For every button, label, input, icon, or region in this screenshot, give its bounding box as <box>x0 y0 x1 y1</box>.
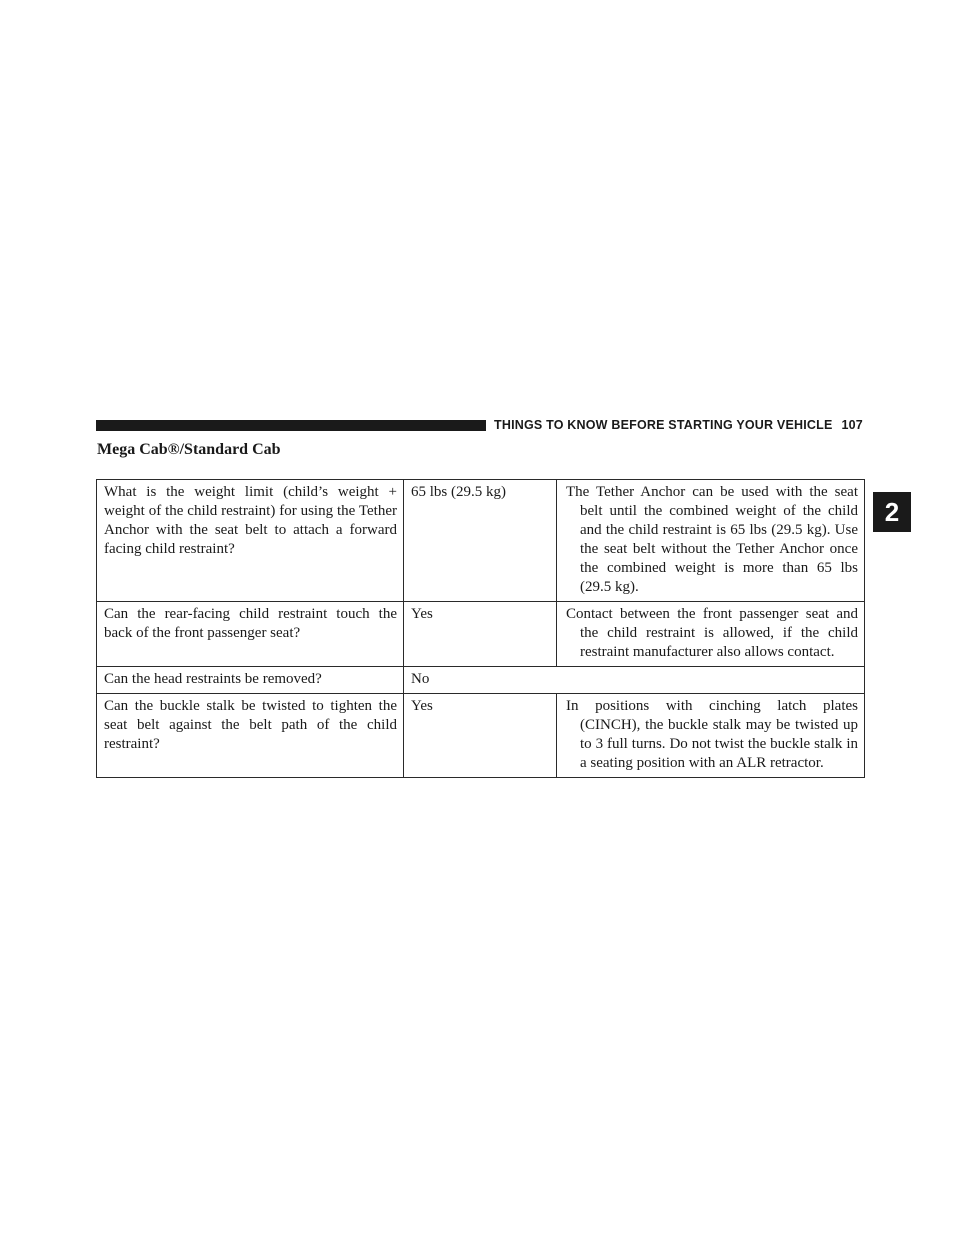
table-row <box>97 667 865 694</box>
question-cell: Can the head restraints be removed? <box>97 667 404 694</box>
question-cell: Can the buckle stalk be twisted to tighten the seat belt against the belt path of the child restraint? <box>97 694 404 778</box>
comment-cell: The Tether Anchor can be used with the seat belt until the combined weight of the child and the child restraint is 65 lbs (29.5 kg). Use the seat belt without the Tether Anchor once the combined weight is more than 65 lbs (29.5 kg). <box>557 480 865 602</box>
running-header <box>494 418 863 432</box>
answer-cell: Yes <box>404 694 557 778</box>
answer-cell: Yes <box>404 602 557 667</box>
comment-cell: Contact between the front passenger seat and the child restraint is allowed, if the child restraint manufacturer also allows contact. <box>557 602 865 667</box>
question-cell: What is the weight limit (child’s weight + weight of the child restraint) for using the Tether Anchor with the seat belt to attach a forward facing child restraint? <box>97 480 404 602</box>
page-number: 107 <box>841 418 863 432</box>
comment-cell: In positions with cinching latch plates (CINCH), the buckle stalk may be twisted up to 3 full turns. Do not twist the buckle stalk in a seating position with an ALR retractor. <box>557 694 865 778</box>
answer-cell: 65 lbs (29.5 kg) <box>404 480 557 602</box>
header-title: THINGS TO KNOW BEFORE STARTING YOUR VEHICLE <box>494 418 833 432</box>
section-title: Mega Cab®/Standard Cab <box>97 441 281 458</box>
answer-cell: No <box>404 667 865 694</box>
question-cell: Can the rear-facing child restraint touch the back of the front passenger seat? <box>97 602 404 667</box>
header-rule <box>96 420 486 431</box>
chapter-tab: 2 <box>873 492 911 532</box>
table-row <box>97 602 865 667</box>
table-row <box>97 480 865 602</box>
table-row <box>97 694 865 778</box>
child-restraint-table <box>96 479 865 778</box>
